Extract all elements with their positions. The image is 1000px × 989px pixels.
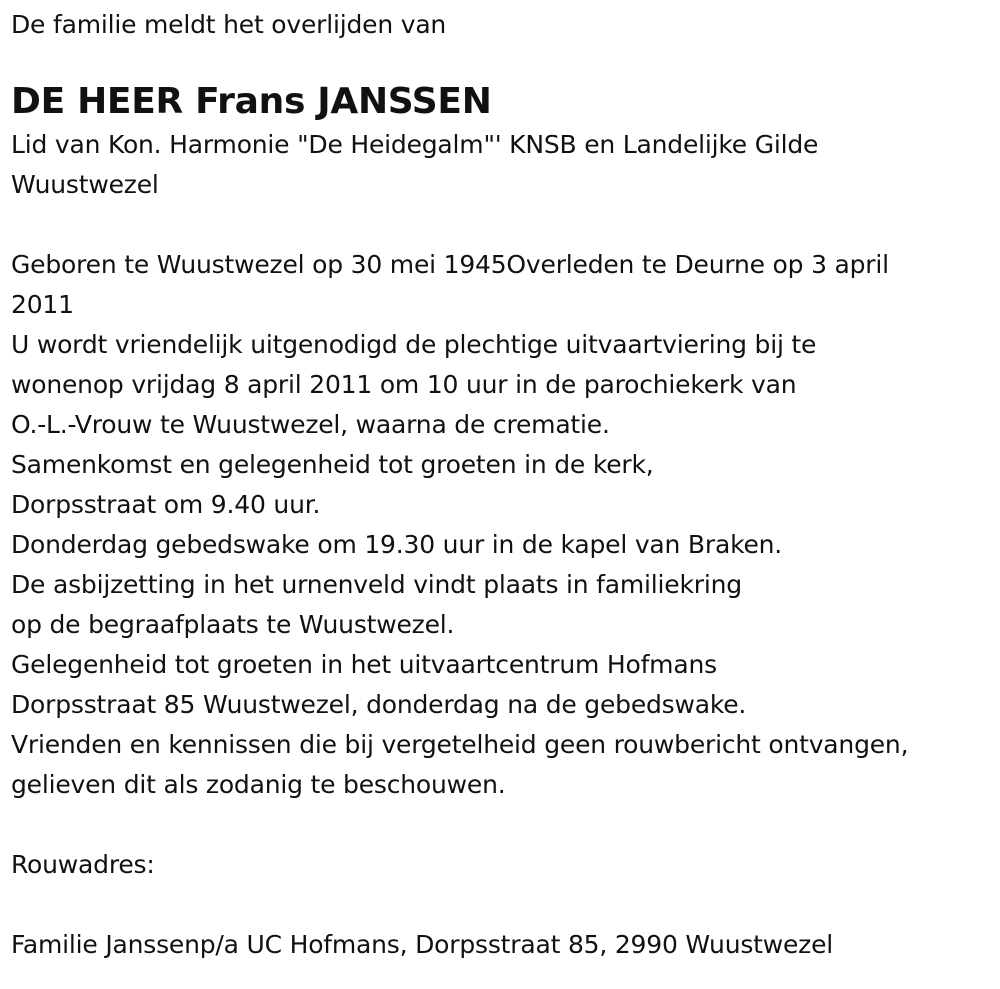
membership-line: Wuustwezel [11, 170, 159, 199]
spacer [11, 885, 996, 925]
detail-line: Geboren te Wuustwezel op 30 mei 1945Overleden te Deurne op 3 april [11, 250, 889, 279]
deceased-name: DE HEER Frans JANSSEN [11, 81, 492, 122]
address-label: Rouwadres: [11, 850, 155, 879]
intro-text: De familie meldt het overlijden van [11, 10, 447, 39]
detail-line: Samenkomst en gelegenheid tot groeten in de kerk, [11, 450, 654, 479]
membership-line: Lid van Kon. Harmonie "De Heidegalm"' KNSB en Landelijke Gilde [11, 130, 819, 159]
detail-line: op de begraafplaats te Wuustwezel. [11, 610, 455, 639]
death-notice [11, 0, 996, 965]
detail-line: wonenop vrijdag 8 april 2011 om 10 uur in de parochiekerk van [11, 370, 797, 399]
spacer [11, 205, 996, 245]
detail-line: O.-L.-Vrouw te Wuustwezel, waarna de crematie. [11, 410, 610, 439]
detail-line: gelieven dit als zodanig te beschouwen. [11, 770, 506, 799]
detail-line: Gelegenheid tot groeten in het uitvaartcentrum Hofmans [11, 650, 717, 679]
detail-line: U wordt vriendelijk uitgenodigd de plechtige uitvaartviering bij te [11, 330, 817, 359]
detail-line: 2011 [11, 290, 74, 319]
detail-line: Dorpsstraat 85 Wuustwezel, donderdag na de gebedswake. [11, 690, 747, 719]
detail-line: De asbijzetting in het urnenveld vindt plaats in familiekring [11, 570, 742, 599]
detail-line: Donderdag gebedswake om 19.30 uur in de kapel van Braken. [11, 530, 783, 559]
mourning-address: Familie Janssenp/a UC Hofmans, Dorpsstraat 85, 2990 Wuustwezel [11, 930, 834, 959]
spacer [11, 805, 996, 845]
detail-line: Dorpsstraat om 9.40 uur. [11, 490, 321, 519]
detail-line: Vrienden en kennissen die bij vergetelheid geen rouwbericht ontvangen, [11, 730, 909, 759]
